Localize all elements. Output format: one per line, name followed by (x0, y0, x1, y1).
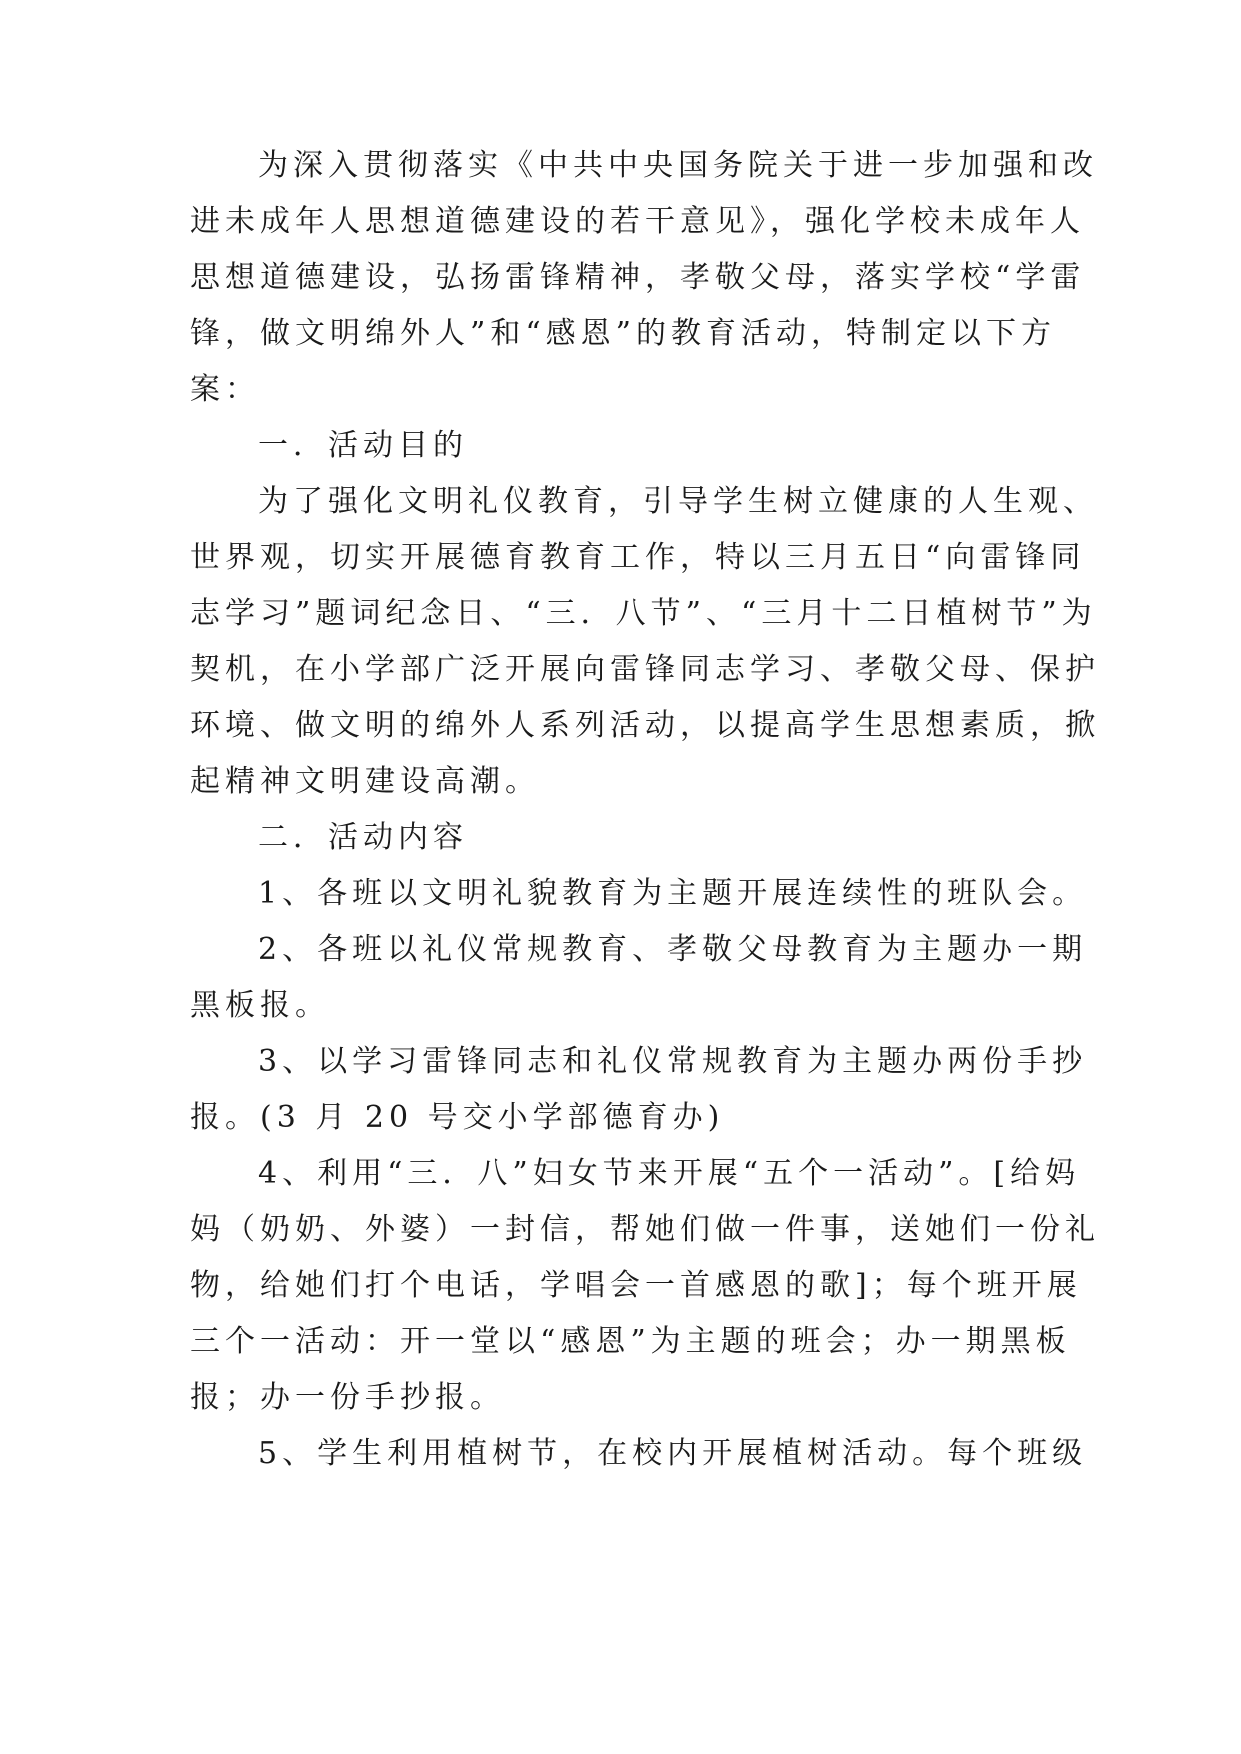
list-item: 4、利用“三．八”妇女节来开展“五个一活动”。[给妈 (258, 1156, 1081, 1191)
paragraph-line: 为深入贯彻落实《中共中央国务院关于进一步加强和改 (258, 148, 1098, 183)
paragraph-line: 黑板报。 (190, 988, 330, 1023)
paragraph-line: 契机，在小学部广泛开展向雷锋同志学习、孝敬父母、保护 (190, 652, 1100, 687)
section-heading: 一．活动目的 (258, 428, 468, 463)
paragraph-line: 妈（奶奶、外婆）一封信，帮她们做一件事，送她们一份礼 (190, 1212, 1100, 1247)
paragraph-line: 起精神文明建设高潮。 (190, 764, 540, 799)
paragraph-line: 锋，做文明绵外人”和“感恩”的教育活动，特制定以下方 (190, 316, 1057, 351)
paragraph-line: 志学习”题词纪念日、“三．八节”、“三月十二日植树节”为 (190, 596, 1097, 631)
paragraph-line: 为了强化文明礼仪教育，引导学生树立健康的人生观、 (258, 484, 1098, 519)
list-item: 5、学生利用植树节，在校内开展植树活动。每个班级 (258, 1436, 1088, 1471)
section-heading: 二．活动内容 (258, 820, 468, 855)
list-item: 3、以学习雷锋同志和礼仪常规教育为主题办两份手抄 (258, 1044, 1088, 1079)
paragraph-line: 世界观，切实开展德育教育工作，特以三月五日“向雷锋同 (190, 540, 1086, 575)
list-item: 2、各班以礼仪常规教育、孝敬父母教育为主题办一期 (258, 932, 1088, 967)
paragraph-line: 环境、做文明的绵外人系列活动，以提高学生思想素质，掀 (190, 708, 1100, 743)
paragraph-line: 思想道德建设，弘扬雷锋精神，孝敬父母，落实学校“学雷 (190, 260, 1086, 295)
paragraph-line: 进未成年人思想道德建设的若干意见》，强化学校未成年人 (190, 204, 1085, 239)
paragraph-line: 物，给她们打个电话，学唱会一首感恩的歌]；每个班开展 (190, 1268, 1082, 1303)
list-item: 1、各班以文明礼貌教育为主题开展连续性的班队会。 (258, 876, 1088, 911)
paragraph-line: 三个一活动：开一堂以“感恩”为主题的班会；办一期黑板 (190, 1324, 1071, 1359)
paragraph-line: 案： (190, 372, 260, 407)
paragraph-line: 报。(3 月 20 号交小学部德育办) (190, 1100, 725, 1135)
paragraph-line: 报；办一份手抄报。 (190, 1380, 505, 1415)
